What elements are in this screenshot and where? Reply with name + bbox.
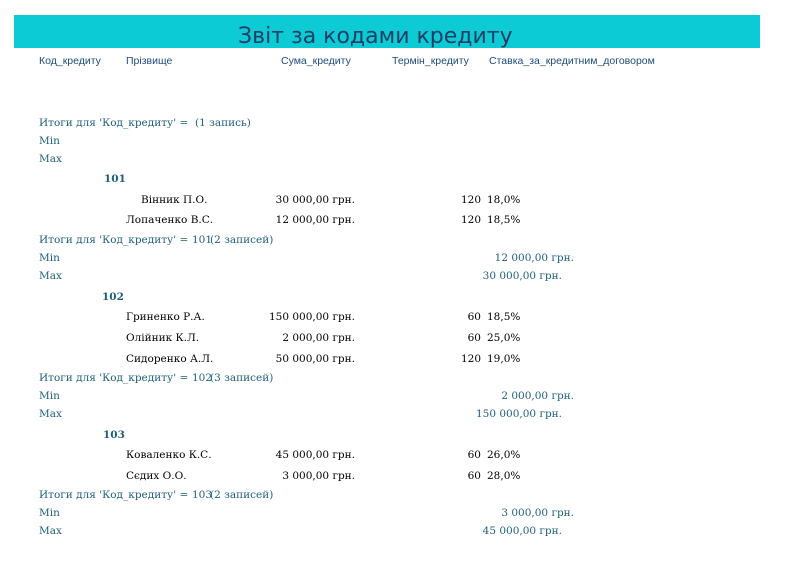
group-summary-code: 103 <box>192 489 213 501</box>
header-rate: Ставка_за_кредитним_договором <box>489 55 655 67</box>
row-term: 120 <box>460 353 481 365</box>
row-term: 60 <box>467 470 481 482</box>
group-max-value: 30 000,00 грн. <box>482 270 562 282</box>
group-summary-count: (2 записей) <box>210 489 274 501</box>
group-summary-label: Итоги для 'Код_кредиту' = <box>39 372 189 384</box>
row-term: 60 <box>467 449 481 461</box>
row-term: 60 <box>467 311 481 323</box>
row-rate: 25,0% <box>487 332 521 344</box>
group-code-101: 101 <box>104 173 126 185</box>
group-summary-label: Итоги для 'Код_кредиту' = <box>39 489 189 501</box>
row-rate: 18,0% <box>487 194 521 206</box>
row-surname: Сидоренко А.Л. <box>126 353 214 365</box>
row-sum: 2 000,00 грн. <box>282 332 355 344</box>
report-title: Звіт за кодами кредиту <box>238 24 513 49</box>
header-surname: Прізвище <box>126 55 173 67</box>
row-rate: 28,0% <box>487 470 521 482</box>
group-code-103: 103 <box>103 429 125 441</box>
group-max-label: Max <box>39 408 62 420</box>
group-min-label: Min <box>39 252 60 264</box>
group-max-value: 45 000,00 грн. <box>482 525 562 537</box>
group-min-value: 2 000,00 грн. <box>501 390 574 402</box>
group-summary-count: (3 записей) <box>210 372 274 384</box>
group-min-value: 3 000,00 грн. <box>501 507 574 519</box>
group-max-label: Max <box>39 270 62 282</box>
header-code: Код_кредиту <box>39 55 101 67</box>
group-summary-count: (2 записей) <box>210 234 274 246</box>
row-sum: 3 000,00 грн. <box>282 470 355 482</box>
group-min-label: Min <box>39 507 60 519</box>
group-summary-code: 102 <box>192 372 213 384</box>
row-surname: Олійник К.Л. <box>126 332 200 344</box>
group-code-102: 102 <box>102 291 124 303</box>
row-term: 60 <box>467 332 481 344</box>
group-summary-code: 101 <box>192 234 213 246</box>
row-term: 120 <box>460 214 481 226</box>
row-rate: 19,0% <box>487 353 521 365</box>
row-surname: Вінник П.О. <box>141 194 208 206</box>
row-rate: 18,5% <box>487 214 521 226</box>
group-max-value: 150 000,00 грн. <box>475 408 562 420</box>
row-term: 120 <box>460 194 481 206</box>
group-max-label: Max <box>39 525 62 537</box>
row-sum: 50 000,00 грн. <box>275 353 355 365</box>
empty-group-min-label: Min <box>39 135 60 147</box>
row-sum: 45 000,00 грн. <box>275 449 355 461</box>
row-sum: 150 000,00 грн. <box>268 311 355 323</box>
group-min-label: Min <box>39 390 60 402</box>
row-surname: Коваленко К.С. <box>126 449 212 461</box>
header-sum: Сума_кредиту <box>281 55 351 67</box>
empty-group-summary-label: Итоги для 'Код_кредиту' = <box>39 117 189 129</box>
empty-group-max-label: Max <box>39 153 62 165</box>
row-sum: 12 000,00 грн. <box>275 214 355 226</box>
row-rate: 26,0% <box>487 449 521 461</box>
group-min-value: 12 000,00 грн. <box>494 252 574 264</box>
empty-group-summary-count: (1 запись) <box>195 117 251 129</box>
row-surname: Лопаченко В.С. <box>126 214 214 226</box>
row-sum: 30 000,00 грн. <box>275 194 355 206</box>
row-surname: Гриненко Р.А. <box>126 311 205 323</box>
row-rate: 18,5% <box>487 311 521 323</box>
header-term: Термін_кредиту <box>392 55 469 67</box>
row-surname: Сєдих О.О. <box>126 470 187 482</box>
group-summary-label: Итоги для 'Код_кредиту' = <box>39 234 189 246</box>
